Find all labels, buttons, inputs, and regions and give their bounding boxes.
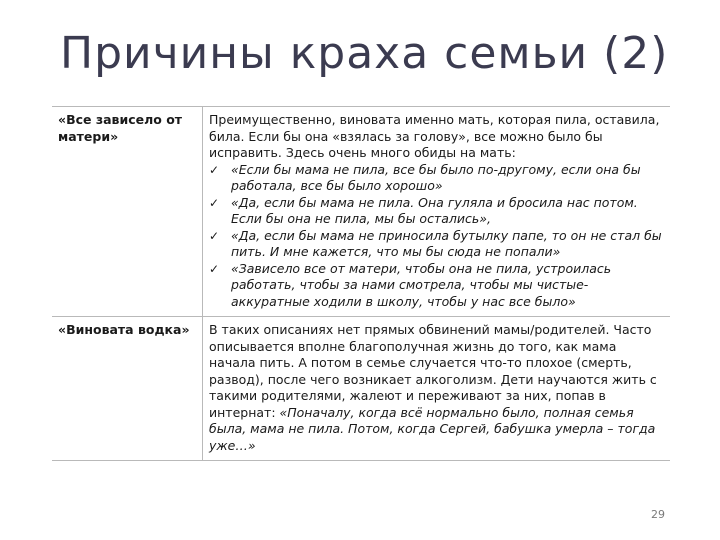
quote-item (209, 261, 664, 311)
quote-text: «Зависело все от матери, чтобы она не пила, устроилась работать, чтобы за нами смотрела, чтобы мы чистые-аккуратные ходили в школу, чтобы у нас все было» (231, 260, 612, 309)
slide-title: Причины краха семьи (2) (60, 28, 669, 79)
row-description (203, 107, 671, 317)
quote-list (209, 162, 664, 311)
description-text: В таких описаниях нет прямых обвинений мамы/родителей. Часто описывается вполне благополучная жизнь до того, как мама начала пить. А потом в семье случается что-то плохое (смерть, развод), после чего возникает алкоголизм. Дети научаются жить с такими родителями, жалеют и переживают за них, попав в интернат: (209, 322, 657, 420)
description-text: Преимущественно, виновата именно мать, которая пила, оставила, била. Если бы она «взялась за голову», все можно было бы исправить. Здесь очень много обиды на мать: (209, 112, 660, 160)
quote-text: «Да, если бы мама не пила. Она гуляла и бросила нас потом. Если бы она не пила, мы бы остались», (231, 194, 638, 226)
checkmark-icon: ✓ (209, 261, 220, 276)
table-row (52, 317, 670, 461)
quote-text: «Поначалу, когда всё нормально было, полная семья была, мама не пила. Потом, когда Сергей, бабушка умерла – тогда уже…» (209, 404, 656, 453)
quote-item (209, 228, 664, 261)
checkmark-icon: ✓ (209, 162, 220, 177)
quote-text: «Да, если бы мама не приносила бутылку папе, то он не стал бы пить. И мне кажется, что мы бы сюда не попали» (231, 227, 662, 259)
page-number: 29 (651, 508, 665, 521)
quote-text: «Если бы мама не пила, все бы было по-другому, если она бы работала, все бы было хорошо» (231, 161, 641, 193)
quote-item (209, 195, 664, 228)
reasons-table (52, 106, 670, 461)
row-label: «Виновата водка» (52, 317, 203, 461)
checkmark-icon: ✓ (209, 195, 220, 210)
quote-item (209, 162, 664, 195)
table-row (52, 107, 670, 317)
row-label: «Все зависело от матери» (52, 107, 203, 317)
checkmark-icon: ✓ (209, 228, 220, 243)
row-description (203, 317, 671, 461)
